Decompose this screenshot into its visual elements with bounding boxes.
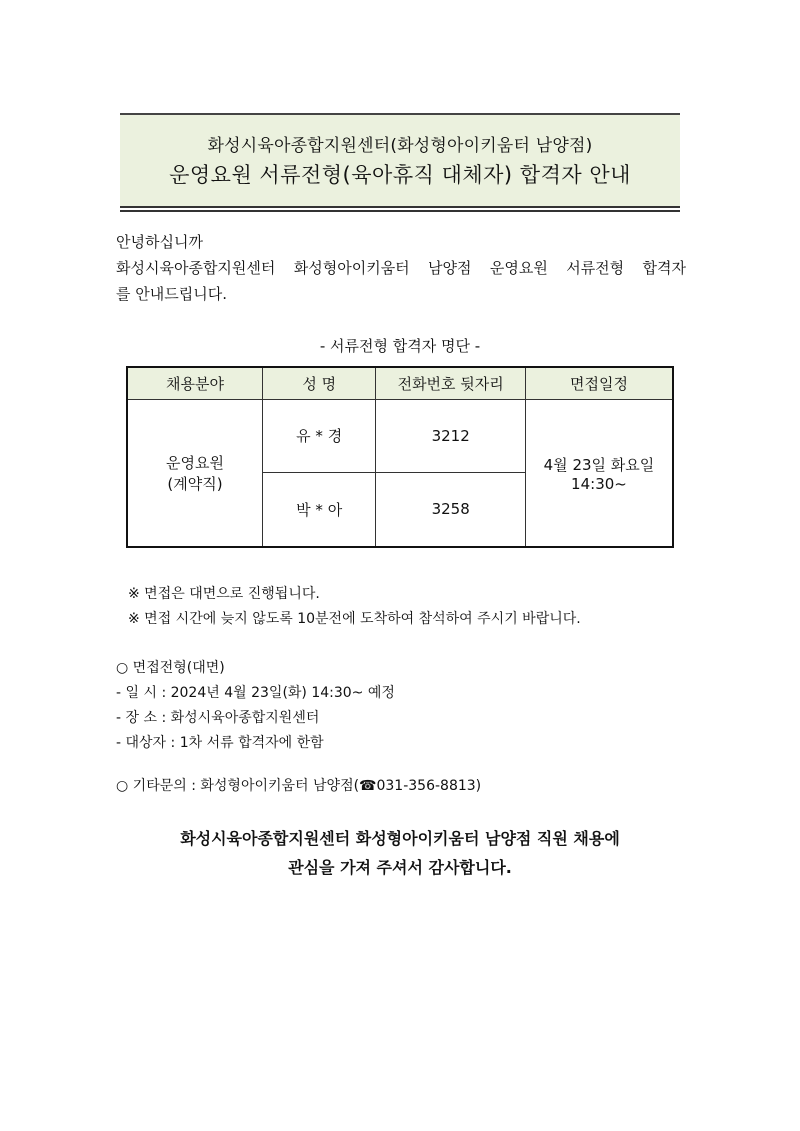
header-phone: 전화번호 뒷자리	[376, 367, 525, 400]
greeting-body: 화성시육아종합지원센터 화성형아이키움터 남양점 운영요원 서류전형 합격자	[116, 259, 686, 277]
header-schedule: 면접일정	[525, 367, 673, 400]
phone-cell: 3258	[376, 472, 525, 547]
interview-target: - 대상자 : 1차 서류 합격자에 한함	[116, 735, 324, 751]
field-type: (계약직)	[167, 475, 223, 493]
table-header-row	[127, 367, 673, 400]
schedule-date: 4월 23일 화요일	[543, 455, 655, 474]
greeting-hello: 안녕하십니까	[116, 233, 203, 251]
phone-cell: 3212	[376, 400, 525, 473]
table-row	[127, 400, 673, 473]
list-caption: - 서류전형 합격자 명단 -	[319, 337, 481, 355]
note-item: ※ 면접 시간에 늦지 않도록 10분전에 도착하여 참석하여 주시기 바랍니다.	[128, 611, 581, 627]
name-cell: 유 * 경	[262, 400, 376, 473]
name-cell: 박 * 아	[262, 472, 376, 547]
title-box	[120, 113, 680, 206]
interview-place: - 장 소 : 화성시육아종합지원센터	[116, 710, 320, 726]
greeting	[116, 229, 686, 307]
header-name: 성 명	[262, 367, 376, 400]
schedule-time: 14:30~	[571, 474, 627, 493]
closing-message	[0, 824, 800, 882]
center-name: 화성시육아종합지원센터(화성형아이키움터 남양점)	[207, 136, 593, 156]
interview-info	[116, 656, 395, 756]
notes	[128, 582, 581, 632]
contact-info: ○ 기타문의 : 화성형아이키움터 남양점(☎031-356-8813)	[116, 778, 482, 794]
closing-line: 관심을 가져 주셔서 감사합니다.	[288, 858, 512, 877]
interview-title: ○ 면접전형(대면)	[116, 660, 225, 676]
schedule-cell	[525, 400, 673, 548]
greeting-body-end: 를 안내드립니다.	[116, 285, 227, 303]
note-item: ※ 면접은 대면으로 진행됩니다.	[128, 586, 320, 602]
field-name: 운영요원	[165, 454, 224, 472]
result-table	[126, 366, 674, 548]
page-title: 운영요원 서류전형(육아휴직 대체자) 합격자 안내	[169, 163, 631, 187]
interview-date: - 일 시 : 2024년 4월 23일(화) 14:30~ 예정	[116, 685, 395, 701]
closing-line: 화성시육아종합지원센터 화성형아이키움터 남양점 직원 채용에	[180, 829, 620, 848]
header-field: 채용분야	[127, 367, 262, 400]
field-cell	[127, 400, 262, 548]
